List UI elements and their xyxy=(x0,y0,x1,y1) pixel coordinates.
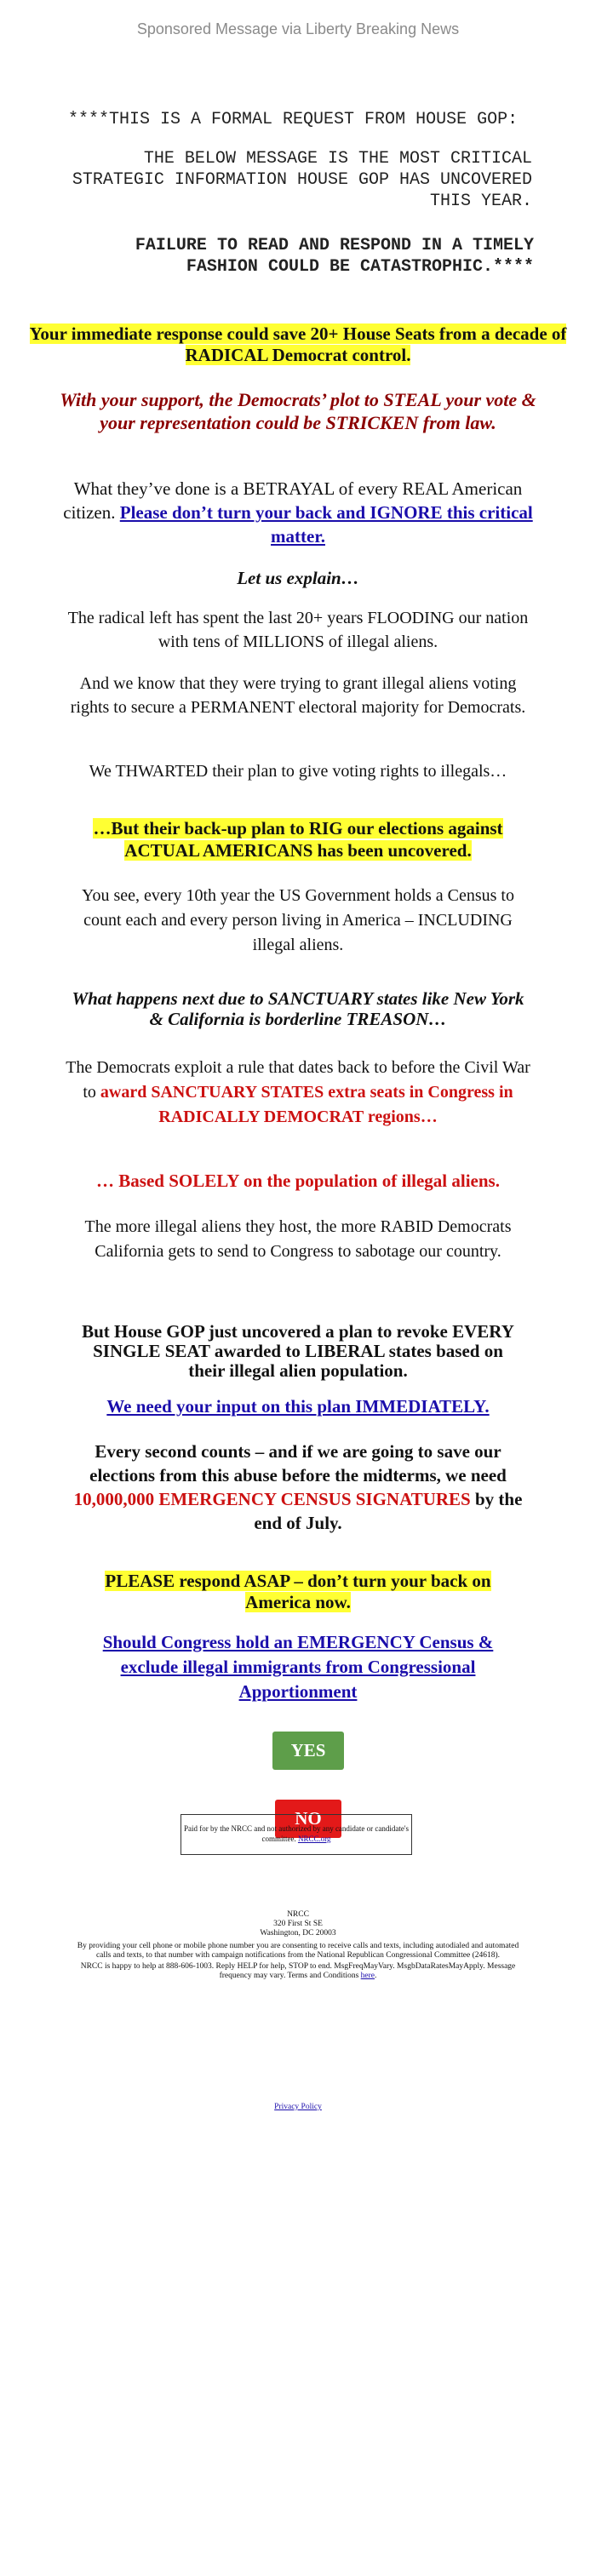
counts-text-b: by the end of July. xyxy=(254,1489,523,1533)
census-question-link[interactable]: Should Congress hold an EMERGENCY Census & exclude illegal immigrants from Congressional Apportionment xyxy=(102,1632,494,1702)
sanctuary-paragraph: What happens next due to SANCTUARY states like New York & California is borderline TREASON… xyxy=(72,988,524,1029)
counts-text-a: Every second counts – and if we are going to save our elections from this abuse before the midterms, we need xyxy=(89,1441,507,1485)
nrcc-link[interactable]: NRCC.org xyxy=(297,1835,331,1843)
footer-city: Washington, DC 20003 xyxy=(260,1929,336,1938)
input-link[interactable]: We need your input on this plan IMMEDIATELY. xyxy=(106,1396,490,1417)
privacy-policy-link[interactable]: Privacy Policy xyxy=(274,2103,322,2111)
rabid-paragraph: The more illegal aliens they host, the more RABID Democrats California gets to send to Congress to sabotage our country. xyxy=(84,1217,512,1261)
failure-warning: FAILURE TO READ AND RESPOND IN A TIMELY FASHION COULD BE CATASTROPHIC.**** xyxy=(135,236,534,277)
exploit-paragraph xyxy=(64,1056,532,1130)
question-paragraph xyxy=(77,1630,519,1704)
formal-request: ****THIS IS A FORMAL REQUEST FROM HOUSE GOP: xyxy=(68,110,519,129)
footer-help-text: NRCC is happy to help at 888-606-1003. Reply HELP for help, STOP to end. MsgFreqMayVary. MsgbDataRatesMayApply. Message frequency may vary. Terms and Conditions xyxy=(80,1962,516,1980)
paid-for-box xyxy=(181,1814,412,1855)
explain-heading: Let us explain… xyxy=(237,568,359,588)
asap-text: PLEASE respond ASAP – don’t turn your back on America now. xyxy=(105,1571,491,1612)
input-paragraph xyxy=(0,1395,596,1417)
asap-paragraph xyxy=(77,1571,519,1613)
footer-address xyxy=(77,1910,519,1981)
revoke-paragraph: But House GOP just uncovered a plan to revoke EVERY SINGLE SEAT awarded to LIBERAL states based on their illegal alien population. xyxy=(82,1321,514,1381)
yes-button[interactable]: YES xyxy=(272,1732,344,1770)
voting-paragraph: And we know that they were trying to grant illegal aliens voting rights to secure a PERMANENT electoral majority for Democrats. xyxy=(70,674,526,717)
backup-plan xyxy=(60,817,536,862)
immediate-response-text: Your immediate response could save 20+ House Seats from a decade of RADICAL Democrat control. xyxy=(29,323,567,365)
immediate-response xyxy=(0,323,596,366)
critical-message: THE BELOW MESSAGE IS THE MOST CRITICAL STRATEGIC INFORMATION HOUSE GOP HAS UNCOVERED THIS YEAR. xyxy=(72,149,532,211)
flooding-paragraph: The radical left has spent the last 20+ years FLOODING our nation with tens of MILLIONS of illegal aliens. xyxy=(67,609,529,651)
footer-street: 320 First St SE xyxy=(273,1920,323,1928)
footer-consent: By providing your cell phone or mobile phone number you are consenting to receive calls and texts, including autodialed and automated calls and texts, to that number with campaign notifications from the National Republican Congressional Committee (24618). xyxy=(77,1942,519,1960)
ignore-link[interactable]: Please don’t turn your back and IGNORE this critical matter. xyxy=(119,502,533,547)
exploit-red-text: award SANCTUARY STATES extra seats in Congress in RADICALLY DEMOCRAT regions… xyxy=(100,1083,513,1126)
no-button[interactable]: NO xyxy=(275,1800,341,1838)
counts-red-text: 10,000,000 EMERGENCY CENSUS SIGNATURES xyxy=(73,1489,471,1509)
footer-help: NRCC is happy to help at 888-606-1003. Reply HELP for help, STOP to end. MsgFreqMayVary. MsgbDataRatesMayApply. Message frequency may vary. Terms and Conditions here. xyxy=(80,1962,516,1980)
census-paragraph: You see, every 10th year the US Government holds a Census to count each and every person living in America – INCLUDING illegal aliens. xyxy=(82,886,514,954)
counts-paragraph xyxy=(68,1440,528,1535)
privacy-section xyxy=(77,2103,519,2112)
solely-paragraph: … Based SOLELY on the population of illegal aliens. xyxy=(96,1171,500,1191)
footer-org: NRCC xyxy=(287,1910,309,1919)
thwarted-paragraph: We THWARTED their plan to give voting rights to illegals… xyxy=(89,762,507,781)
terms-here-link[interactable]: here xyxy=(360,1972,375,1980)
exploit-text: The Democrats exploit a rule that dates back to before the Civil War to xyxy=(66,1058,530,1102)
backup-plan-text: …But their back-up plan to RIG our elections against ACTUAL AMERICANS has been uncovered. xyxy=(93,818,503,861)
plot-paragraph: With your support, the Democrats’ plot to STEAL your vote & your representation could be STRICKEN from law. xyxy=(60,389,536,433)
betrayal-text: What they’ve done is a BETRAYAL of every REAL American citizen. xyxy=(63,478,523,523)
paid-for-text: Paid for by the NRCC and not authorized by any candidate or candidate's committee. xyxy=(183,1824,410,1843)
betrayal-paragraph xyxy=(60,477,536,548)
sponsor-header: Sponsored Message via Liberty Breaking News xyxy=(136,20,460,37)
